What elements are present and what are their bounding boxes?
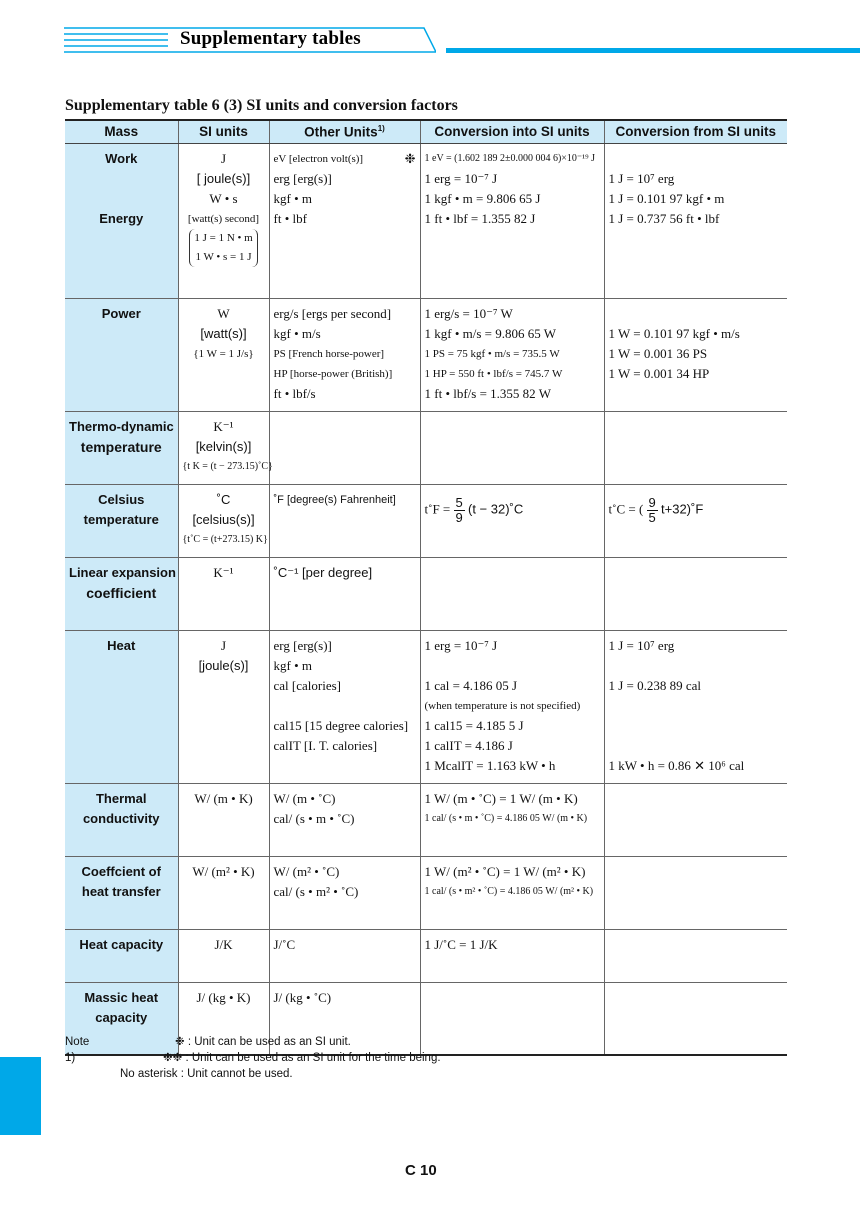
quantity-name: Celsius — [98, 491, 145, 507]
quantity-cell — [65, 929, 178, 982]
conversion: 1 kgf • m/s = 9.806 65 W — [424, 325, 557, 341]
other-unit-cell — [269, 856, 420, 929]
into-si-cell — [420, 557, 604, 630]
conversion: 1 cal/ (s • m² • ˚C) = 4.186 05 W/ (m² • K) — [424, 885, 594, 897]
into-si-cell — [420, 630, 604, 783]
from-si-cell — [604, 143, 787, 298]
quantity-cell — [65, 411, 178, 484]
conversion: 1 cal = 4.186 05 J — [424, 677, 518, 693]
other-unit: W/ (m • ˚C) — [273, 790, 336, 806]
quantity-cell — [65, 630, 178, 783]
from-si-cell — [604, 856, 787, 929]
si-unit-cell — [178, 298, 269, 411]
quantity-name: Thermo-dynamic — [69, 418, 174, 434]
conversion: 1 McalIT = 1.163 kW • h — [424, 757, 556, 773]
conversion: 1 J = 0.238 89 cal — [608, 677, 702, 693]
si-unit: W/ (m² • K) — [192, 863, 255, 879]
si-unit-name: [joule(s)] — [198, 657, 249, 673]
other-unit — [274, 149, 416, 169]
formula-text: t˚C = ( — [608, 500, 644, 516]
other-unit-cell — [269, 143, 420, 298]
conversion: 1 W = 0.101 97 kgf • m/s — [608, 325, 740, 341]
si-unit: ˚C — [216, 491, 231, 507]
quantity-name: Linear expansion — [69, 564, 176, 580]
from-si-cell — [604, 630, 787, 783]
other-unit: cal [calories] — [273, 677, 341, 693]
quantity-name: heat transfer — [81, 883, 161, 899]
si-unit-name: [watt(s) second] — [187, 212, 260, 225]
other-unit: cal/ (s • m² • ˚C) — [273, 883, 359, 899]
note-line: No asterisk : Unit cannot be used. — [120, 1068, 293, 1080]
side-tab-marker — [0, 1057, 41, 1135]
conversion: 1 HP = 550 ft • lbf/s = 745.7 W — [424, 367, 563, 380]
si-unit-cell — [178, 557, 269, 630]
other-unit-cell — [269, 929, 420, 982]
conversion: 1 PS = 75 kgf • m/s = 735.5 W — [424, 347, 560, 360]
other-unit: J/ (kg • ˚C) — [273, 989, 332, 1005]
si-unit: K⁻¹ — [213, 418, 234, 434]
quantity-cell — [65, 557, 178, 630]
si-unit-cell — [178, 484, 269, 557]
si-definition: {1 W = 1 J/s} — [193, 347, 254, 360]
note-label: Note 1) — [65, 1036, 90, 1064]
conversion: 1 ft • lbf = 1.355 82 J — [424, 210, 536, 226]
into-si-cell — [420, 783, 604, 856]
section-banner — [64, 24, 436, 54]
quantity-name: capacity — [95, 1009, 148, 1025]
si-definition: {t˚C = (t+273.15) K} — [182, 533, 268, 545]
conversion: 1 J = 0.737 56 ft • lbf — [608, 210, 720, 226]
conversion-table — [65, 119, 787, 1056]
si-unit-name: [celsius(s)] — [192, 511, 255, 527]
table-row — [65, 484, 787, 557]
formula-text: t˚F = — [424, 500, 454, 516]
quantity-cell — [65, 484, 178, 557]
conversion: 1 W/ (m² • ˚C) = 1 W/ (m² • K) — [424, 863, 586, 879]
table-title: Supplementary table 6 (3) SI units and conversion factors — [65, 97, 458, 114]
conversion: 1 kW • h = 0.86 ✕ 10⁶ cal — [608, 757, 745, 773]
into-si-cell — [420, 143, 604, 298]
other-unit: ˚C⁻¹ [per degree] — [273, 564, 373, 580]
si-unit-cell — [178, 630, 269, 783]
other-unit: erg/s [ergs per second] — [273, 305, 392, 321]
quantity-cell — [65, 783, 178, 856]
page-number: C 10 — [405, 1162, 437, 1179]
quantity-name: temperature — [83, 511, 159, 527]
fraction-numerator: 9 — [648, 494, 656, 510]
from-si-cell — [604, 929, 787, 982]
quantity-name: Heat — [107, 637, 136, 653]
si-unit: W — [217, 305, 230, 321]
conversion: 1 erg = 10⁻⁷ J — [424, 170, 498, 186]
si-unit: J — [220, 637, 227, 653]
other-unit: HP [horse-power (British)] — [273, 367, 393, 380]
note-line: ❉❉ : Unit can be used as an SI unit for the time being. — [163, 1052, 441, 1064]
conversion: 1 W = 0.001 36 PS — [608, 345, 708, 361]
into-si-cell — [420, 298, 604, 411]
si-unit-cell — [178, 783, 269, 856]
quantity-name: Thermal — [95, 790, 147, 806]
into-si-cell — [420, 411, 604, 484]
si-definition-line: 1 J = 1 N • m — [194, 231, 253, 244]
col-header-into-si: Conversion into SI units — [420, 120, 604, 143]
si-definition-line: 1 W • s = 1 J — [195, 250, 252, 263]
formula-text: (t − 32)˚C — [468, 500, 524, 516]
conversion: 1 J/˚C = 1 J/K — [424, 936, 498, 952]
si-unit-cell — [178, 411, 273, 484]
other-unit: ft • lbf — [273, 210, 307, 226]
table-row — [65, 783, 787, 856]
quantity-cell — [65, 143, 178, 298]
other-unit: kgf • m/s — [273, 325, 321, 341]
other-unit-cell — [269, 630, 420, 783]
conversion: 1 ft • lbf/s = 1.355 82 W — [424, 385, 551, 401]
banner-rule — [446, 48, 860, 53]
from-si-cell — [604, 783, 787, 856]
into-si-cell — [420, 929, 604, 982]
conversion: 1 J = 0.101 97 kgf • m — [608, 190, 725, 206]
fraction — [454, 496, 465, 525]
quantity-name: conductivity — [82, 810, 160, 826]
formula-text: t+32)˚F — [661, 500, 704, 516]
si-definition — [189, 229, 257, 267]
fraction-denominator: 5 — [648, 509, 656, 525]
si-unit-name: [ joule(s)] — [196, 170, 251, 186]
table-row — [65, 557, 787, 630]
other-unit: ˚F [degree(s) Fahrenheit] — [273, 493, 396, 506]
table-row — [65, 929, 787, 982]
si-unit: J — [220, 150, 227, 166]
conversion: 1 eV = (1.602 189 2±0.000 004 6)×10⁻¹⁹ J — [424, 152, 596, 164]
conversion: 1 W = 0.001 34 HP — [608, 365, 710, 381]
col-header-mass: Mass — [65, 120, 178, 143]
table-row — [65, 630, 787, 783]
conversion-formula — [609, 496, 784, 525]
conversion: 1 J = 10⁷ erg — [608, 170, 675, 186]
other-unit: ft • lbf/s — [273, 385, 316, 401]
si-unit: K⁻¹ — [213, 564, 234, 580]
si-definition: {t K = (t − 273.15)˚C} — [182, 460, 273, 472]
other-unit: kgf • m — [273, 657, 312, 673]
other-unit: kgf • m — [273, 190, 312, 206]
conversion-note: (when temperature is not specified) — [424, 699, 581, 712]
si-unit-name: [watt(s)] — [200, 325, 247, 341]
si-unit: W/ (m • K) — [194, 790, 253, 806]
from-si-cell — [604, 484, 787, 557]
other-units-label: Other Units — [304, 124, 378, 140]
quantity-cell — [65, 298, 178, 411]
from-si-cell — [604, 298, 787, 411]
col-header-from-si: Conversion from SI units — [604, 120, 787, 143]
conversion: 1 W/ (m • ˚C) = 1 W/ (m • K) — [424, 790, 578, 806]
quantity-name: Energy — [99, 210, 144, 226]
si-unit: J/K — [214, 936, 233, 952]
fraction — [647, 496, 658, 525]
conversion-formula — [425, 496, 600, 525]
table-row — [65, 143, 787, 298]
other-unit-cell — [269, 557, 420, 630]
banner-title: Supplementary tables — [180, 28, 361, 49]
conversion: 1 kgf • m = 9.806 65 J — [424, 190, 541, 206]
other-unit: cal15 [15 degree calories] — [273, 717, 409, 733]
table-row — [65, 298, 787, 411]
other-unit: cal/ (s • m • ˚C) — [273, 810, 355, 826]
conversion: 1 erg/s = 10⁻⁷ W — [424, 305, 513, 321]
conversion: 1 cal15 = 4.185 5 J — [424, 717, 524, 733]
other-unit-cell — [269, 298, 420, 411]
conversion: 1 cal/ (s • m • ˚C) = 4.186 05 W/ (m • K) — [424, 812, 588, 824]
si-usable-mark: ❉ — [404, 150, 416, 166]
si-unit-name: [kelvin(s)] — [195, 438, 252, 454]
from-si-cell — [604, 411, 787, 484]
quantity-name: coefficient — [86, 584, 157, 601]
from-si-cell — [604, 982, 787, 1055]
si-unit-cell — [178, 929, 269, 982]
table-row — [65, 856, 787, 929]
si-unit: W • s — [209, 190, 238, 206]
col-header-other-units — [269, 120, 420, 143]
si-unit: J/ (kg • K) — [196, 989, 251, 1005]
into-si-cell — [420, 856, 604, 929]
other-unit-cell — [269, 411, 420, 484]
into-si-cell — [420, 484, 604, 557]
si-unit-cell — [178, 143, 269, 298]
other-unit: erg [erg(s)] — [273, 637, 332, 653]
other-unit-cell — [269, 783, 420, 856]
note-line: ❉ : Unit can be used as an SI unit. — [175, 1036, 351, 1048]
from-si-cell — [604, 557, 787, 630]
other-unit: J/˚C — [273, 936, 296, 952]
conversion: 1 calIT = 4.186 J — [424, 737, 513, 753]
quantity-name: temperature — [80, 438, 162, 455]
other-unit: W/ (m² • ˚C) — [273, 863, 340, 879]
table-header-row — [65, 120, 787, 143]
quantity-name: Power — [101, 305, 141, 321]
table-row — [65, 411, 787, 484]
other-unit-text: eV [electron volt(s)] — [273, 152, 364, 165]
fraction-denominator: 9 — [455, 509, 463, 525]
other-unit-cell — [269, 484, 420, 557]
fraction-numerator: 5 — [455, 494, 463, 510]
conversion: 1 erg = 10⁻⁷ J — [424, 637, 498, 653]
quantity-name: Coeffcient of — [81, 863, 161, 879]
si-unit-cell — [178, 856, 269, 929]
quantity-name: Heat capacity — [79, 936, 164, 952]
quantity-name: Massic heat — [84, 989, 159, 1005]
other-unit: calIT [I. T. calories] — [273, 737, 378, 753]
other-unit: PS [French horse-power] — [273, 347, 385, 360]
quantity-cell — [65, 856, 178, 929]
quantity-name: Work — [105, 150, 138, 166]
other-unit: erg [erg(s)] — [273, 170, 332, 186]
col-header-si-units: SI units — [178, 120, 269, 143]
footnote-ref: 1) — [377, 124, 385, 133]
conversion: 1 J = 10⁷ erg — [608, 637, 675, 653]
